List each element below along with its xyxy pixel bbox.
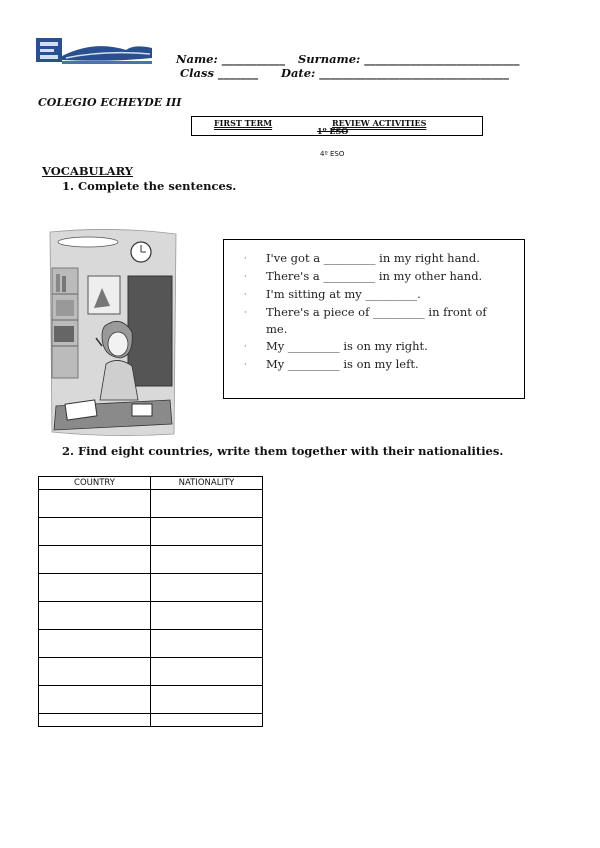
country-cell[interactable] <box>39 518 151 546</box>
school-logo <box>34 36 154 66</box>
class-field[interactable]: Class _______ <box>180 66 259 80</box>
table-row <box>39 714 263 727</box>
table-header-row <box>39 477 263 490</box>
date-field[interactable]: Date: _________________________________ <box>281 66 510 80</box>
table-row <box>39 546 263 574</box>
country-cell[interactable] <box>39 574 151 602</box>
nationality-header: NATIONALITY <box>151 477 263 490</box>
sentence-5[interactable]: My _________ is on my right. <box>266 339 428 353</box>
sentence-6[interactable]: My _________ is on my left. <box>266 357 419 371</box>
table-row <box>39 518 263 546</box>
nationality-cell[interactable] <box>151 630 263 658</box>
level-label: 1º ESO <box>317 126 349 136</box>
question-2: 2. Find eight countries, write them together with their nationalities. <box>62 444 504 458</box>
country-cell[interactable] <box>39 714 151 727</box>
country-cell[interactable] <box>39 490 151 518</box>
country-cell[interactable] <box>39 630 151 658</box>
table-row <box>39 630 263 658</box>
sentence-3[interactable]: I'm sitting at my _________. <box>266 287 421 301</box>
country-cell[interactable] <box>39 546 151 574</box>
nationality-cell[interactable] <box>151 602 263 630</box>
nationality-cell[interactable] <box>151 518 263 546</box>
sentence-4[interactable]: There's a piece of _________ in front of <box>266 305 487 319</box>
activities-label: REVIEW ACTIVITIES <box>332 118 427 128</box>
nationality-cell[interactable] <box>151 490 263 518</box>
table-row <box>39 490 263 518</box>
sentence-1[interactable]: I've got a _________ in my right hand. <box>266 251 480 265</box>
nationality-cell[interactable] <box>151 574 263 602</box>
sentence-2[interactable]: There's a _________ in my other hand. <box>266 269 483 283</box>
bullet-icon: · <box>244 342 247 351</box>
term-label: FIRST TERM <box>214 118 273 128</box>
country-header: COUNTRY <box>39 477 151 490</box>
sentences-box <box>223 239 525 399</box>
nationality-cell[interactable] <box>151 546 263 574</box>
bullet-icon: · <box>244 290 247 299</box>
bullet-icon: · <box>244 254 247 263</box>
term-box <box>191 116 483 136</box>
table-row <box>39 686 263 714</box>
table-row <box>39 574 263 602</box>
table-row <box>39 658 263 686</box>
nationality-cell[interactable] <box>151 686 263 714</box>
country-cell[interactable] <box>39 602 151 630</box>
section-title: VOCABULARY <box>42 164 133 178</box>
country-cell[interactable] <box>39 686 151 714</box>
school-name: COLEGIO ECHEYDE III <box>38 96 182 109</box>
surname-field[interactable]: Surname: ___________________________ <box>298 52 520 66</box>
level-note: 4º ESO <box>320 150 345 158</box>
classroom-illustration <box>46 228 180 438</box>
table-row <box>39 602 263 630</box>
nationality-cell[interactable] <box>151 658 263 686</box>
bullet-icon: · <box>244 360 247 369</box>
bullet-icon: · <box>244 272 247 281</box>
country-cell[interactable] <box>39 658 151 686</box>
bullet-icon: · <box>244 308 247 317</box>
countries-table <box>38 476 263 727</box>
nationality-cell[interactable] <box>151 714 263 727</box>
name-field[interactable]: Name: ___________ <box>176 52 285 66</box>
question-1: 1. Complete the sentences. <box>62 179 237 193</box>
sentence-4-continued: me. <box>266 322 288 336</box>
